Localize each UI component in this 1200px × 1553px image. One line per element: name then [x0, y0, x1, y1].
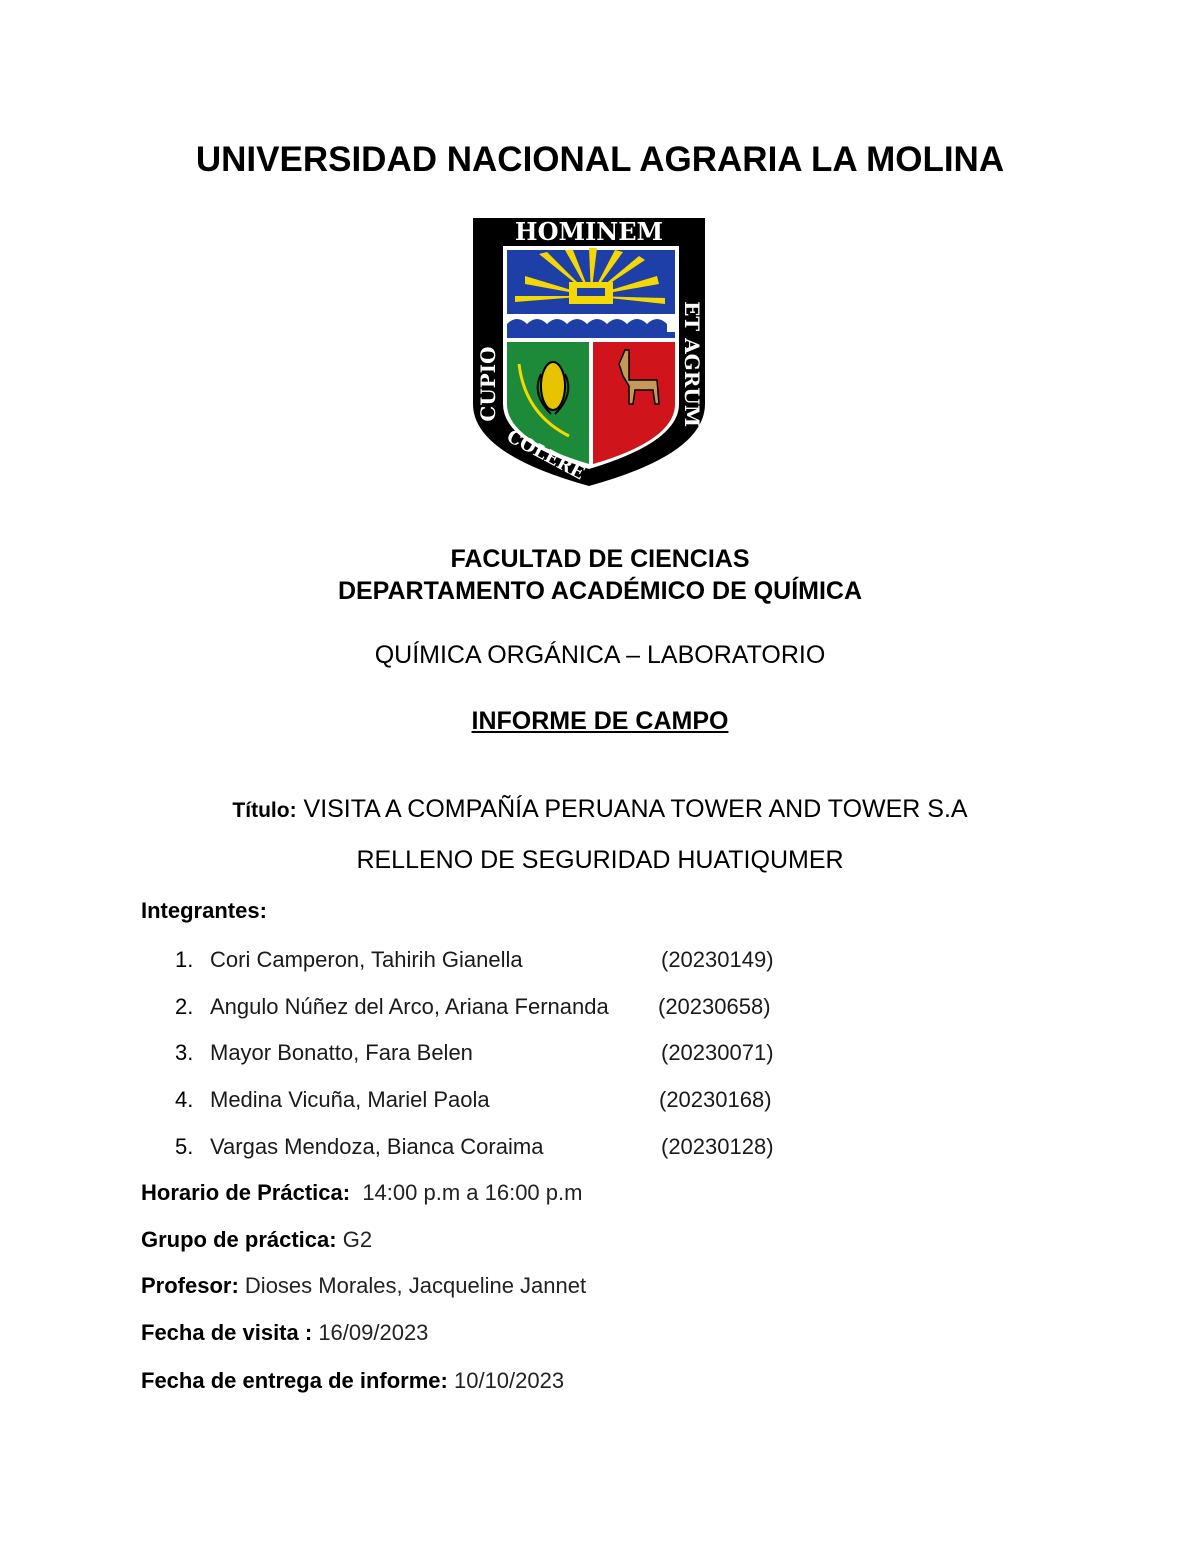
schedule-label: Horario de Práctica: [141, 1180, 351, 1205]
visit-date-value: 16/09/2023 [318, 1320, 429, 1345]
delivery-date-value: 10/10/2023 [453, 1368, 565, 1393]
delivery-date-field [141, 1368, 564, 1394]
visit-date-label: Fecha de visita : [141, 1320, 313, 1345]
member-code: (20230071) [661, 1040, 774, 1065]
group-field [141, 1227, 372, 1253]
title-label: Título: [232, 799, 297, 822]
member-code: (20230658) [658, 994, 771, 1019]
report-type-heading: INFORME DE CAMPO [471, 707, 729, 735]
member-code: (20230128) [661, 1134, 774, 1159]
crest-motto-right: ET AGRUM [680, 301, 704, 427]
title-value: VISITA A COMPAÑÍA PERUANA TOWER AND TOWER S.A [303, 795, 968, 823]
professor-field [141, 1273, 586, 1299]
member-number: 4. [175, 1087, 194, 1112]
group-label: Grupo de práctica: [141, 1227, 337, 1252]
schedule-value: 14:00 p.m a 16:00 p.m [362, 1180, 583, 1205]
member-name: Vargas Mendoza, Bianca Coraima [210, 1134, 544, 1159]
member-number: 1. [175, 947, 194, 972]
member-name: Medina Vicuña, Mariel Paola [210, 1087, 490, 1112]
member-number: 3. [175, 1040, 194, 1065]
department-name: DEPARTAMENTO ACADÉMICO DE QUÍMICA [337, 577, 863, 605]
members-label: Integrantes: [141, 898, 267, 923]
member-name: Mayor Bonatto, Fara Belen [210, 1040, 473, 1065]
visit-date-field [141, 1320, 428, 1346]
schedule-field [141, 1180, 582, 1206]
member-code: (20230149) [661, 947, 774, 972]
university-crest-logo [469, 214, 709, 489]
course-name: QUÍMICA ORGÁNICA – LABORATORIO [374, 641, 826, 669]
member-name: Cori Camperon, Tahirih Gianella [210, 947, 523, 972]
title-line [0, 795, 1200, 824]
group-value: G2 [342, 1227, 373, 1252]
delivery-date-label: Fecha de entrega de informe: [141, 1368, 448, 1393]
member-name: Angulo Núñez del Arco, Ariana Fernanda [210, 994, 609, 1019]
member-code: (20230168) [659, 1087, 772, 1112]
crest-motto-bottom: COLERE [503, 425, 589, 485]
crest-motto-left: CUPIO [476, 346, 500, 422]
member-number: 5. [175, 1134, 194, 1159]
member-number: 2. [175, 994, 194, 1019]
university-name: UNIVERSIDAD NACIONAL AGRARIA LA MOLINA [195, 140, 1005, 179]
faculty-name: FACULTAD DE CIENCIAS [450, 545, 750, 573]
subtitle: RELLENO DE SEGURIDAD HUATIQUMER [356, 846, 844, 874]
professor-label: Profesor: [141, 1273, 239, 1298]
professor-value: Dioses Morales, Jacqueline Jannet [244, 1273, 587, 1298]
crest-motto-top: HOMINEM [514, 217, 664, 246]
